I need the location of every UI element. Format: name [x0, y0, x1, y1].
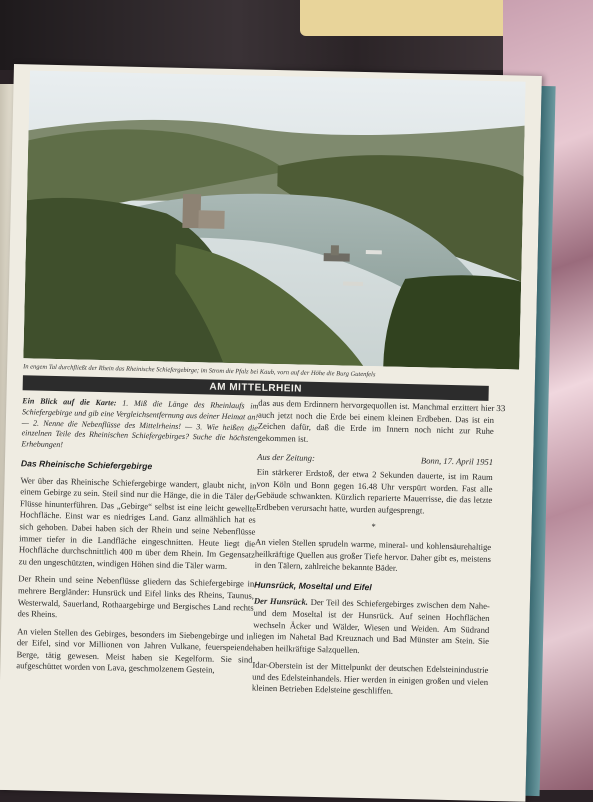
paragraph: das aus dem Erdinnern hervorgequollen ist. Manchmal erzittert hier auch jetzt noch die Erde bei einem kleinen Erdbeben. Das ist ein Zeichen dafür, daß die Erde im Innern noch nicht zur Ruhe gekommen ist.	[257, 397, 495, 444]
newspaper-date: Bonn, 17. April 1951	[420, 455, 494, 468]
paragraph: Idar-Oberstein ist der Mittelpunkt der deutschen Edelsteinindustrie und des Edelsteinhandels. Hier werden in einigen großen und vielen kleinen Betrieben Edelsteine geschliffen.	[251, 659, 489, 697]
paragraph: An vielen Stellen des Gebirges, besonders im Siebengebirge und in der Eifel, sind vor Millionen von Jahren Vulkane, feuerspeiende Berge, tätig gewesen. Meist haben sie Kegelform. Sie sind aufgeschüttet worden von Lava, geschmolzenem Gestein,	[16, 625, 254, 676]
section-separator: *	[371, 521, 376, 532]
page-number: 33	[496, 403, 506, 414]
map-tasks-lead: Ein Blick auf die Karte:	[22, 396, 117, 408]
section-heading: Das Rheinische Schiefergebirge	[20, 458, 153, 472]
paragraph: An vielen Stellen sprudeln warme, mineral- und kohlensäurehaltige heilkräftige Quellen aus großer Tiefe hervor. Daher gibt es, meistens in den Tälern, zahlreiche bekannte Bäder.	[254, 536, 492, 573]
paragraph: Wer über das Rheinische Schiefergebirge wandert, glaubt nicht, in einem Gebirge zu sein. Steil sind nur die Hänge, die in die Täler der Flüsse hinunterführen. Das „Gebirge“ selbst ist eine leicht gewellte Hochfläche. Einst war es niedriges Land. Ganz allmählich hat es sich gehoben. Dabei haben sich der Rhein und seine Nebenflüsse immer tiefer in die Landfläche eingeschnitten. Heute liegt die Hochfläche durchschnittlich 400 m über dem Rhein. Im Gegensatz zu den ungeschützten, windigen Höhen sind die Täler warm.	[18, 474, 257, 571]
newspaper-source: Aus der Zeitung:	[257, 451, 316, 464]
newspaper-quote: Ein stärkerer Erdstoß, der etwa 2 Sekunden dauerte, ist im Raum von Köln und Bonn gegen 16.48 Uhr verspürt worden. Fast alle Gebäude schwankten. Kürzlich reparierte Mauerrisse, die das letzte Erdbeben verursacht hatte, wurden aufgesprengt.	[255, 466, 493, 516]
paragraph-lead: Der Hunsrück.	[253, 595, 309, 608]
paragraph	[253, 596, 490, 659]
section-banner: AM MITTELRHEIN	[23, 375, 489, 401]
map-tasks	[21, 396, 258, 455]
rhine-valley-photo	[23, 70, 525, 369]
book-page	[0, 64, 542, 802]
map-tasks-text: 1. Miß die Länge des Rheinlaufs im Schiefergebirge und gib eine Vergleichsentfernung aus deiner Heimat an! — 2. Nenne die Nebenflüsse des Mittelrheins! — 3. Wie heißen die einzelnen Teile des Rheinischen Schiefergebirges? Suche die höchsten Erhebungen!	[21, 398, 259, 450]
paragraph: Der Rhein und seine Nebenflüsse gliedern das Schiefergebirge in mehrere Bergländer: Hunsrück und Eifel links des Rheins, Taunus, Westerwald, Sauerland, Rothaargebirge und Bergisches Land rechts des Rheins.	[17, 573, 255, 620]
photo-caption: In engem Tal durchfließt der Rhein das Rheinische Schiefergebirge; im Strom die Pfalz bei Kaub, vorn auf der Höhe die Burg Gutenfels	[23, 363, 376, 379]
left-column	[16, 396, 258, 683]
right-column	[252, 398, 495, 706]
paragraph-text: Der Teil des Schiefergebirges zwischen dem Nahe- und dem Moseltal ist der Hunsrück. Auf seinen Hochflächen wechseln Äcker und Wälder, Wiesen und Weiden. Am Südrand liegen im Nahetal Bad Kreuznach und Bad Münster am Stein. Sie haben heilkräftige Salzquellen.	[252, 597, 490, 655]
section-heading: Hunsrück, Moseltal und Eifel	[254, 579, 372, 592]
